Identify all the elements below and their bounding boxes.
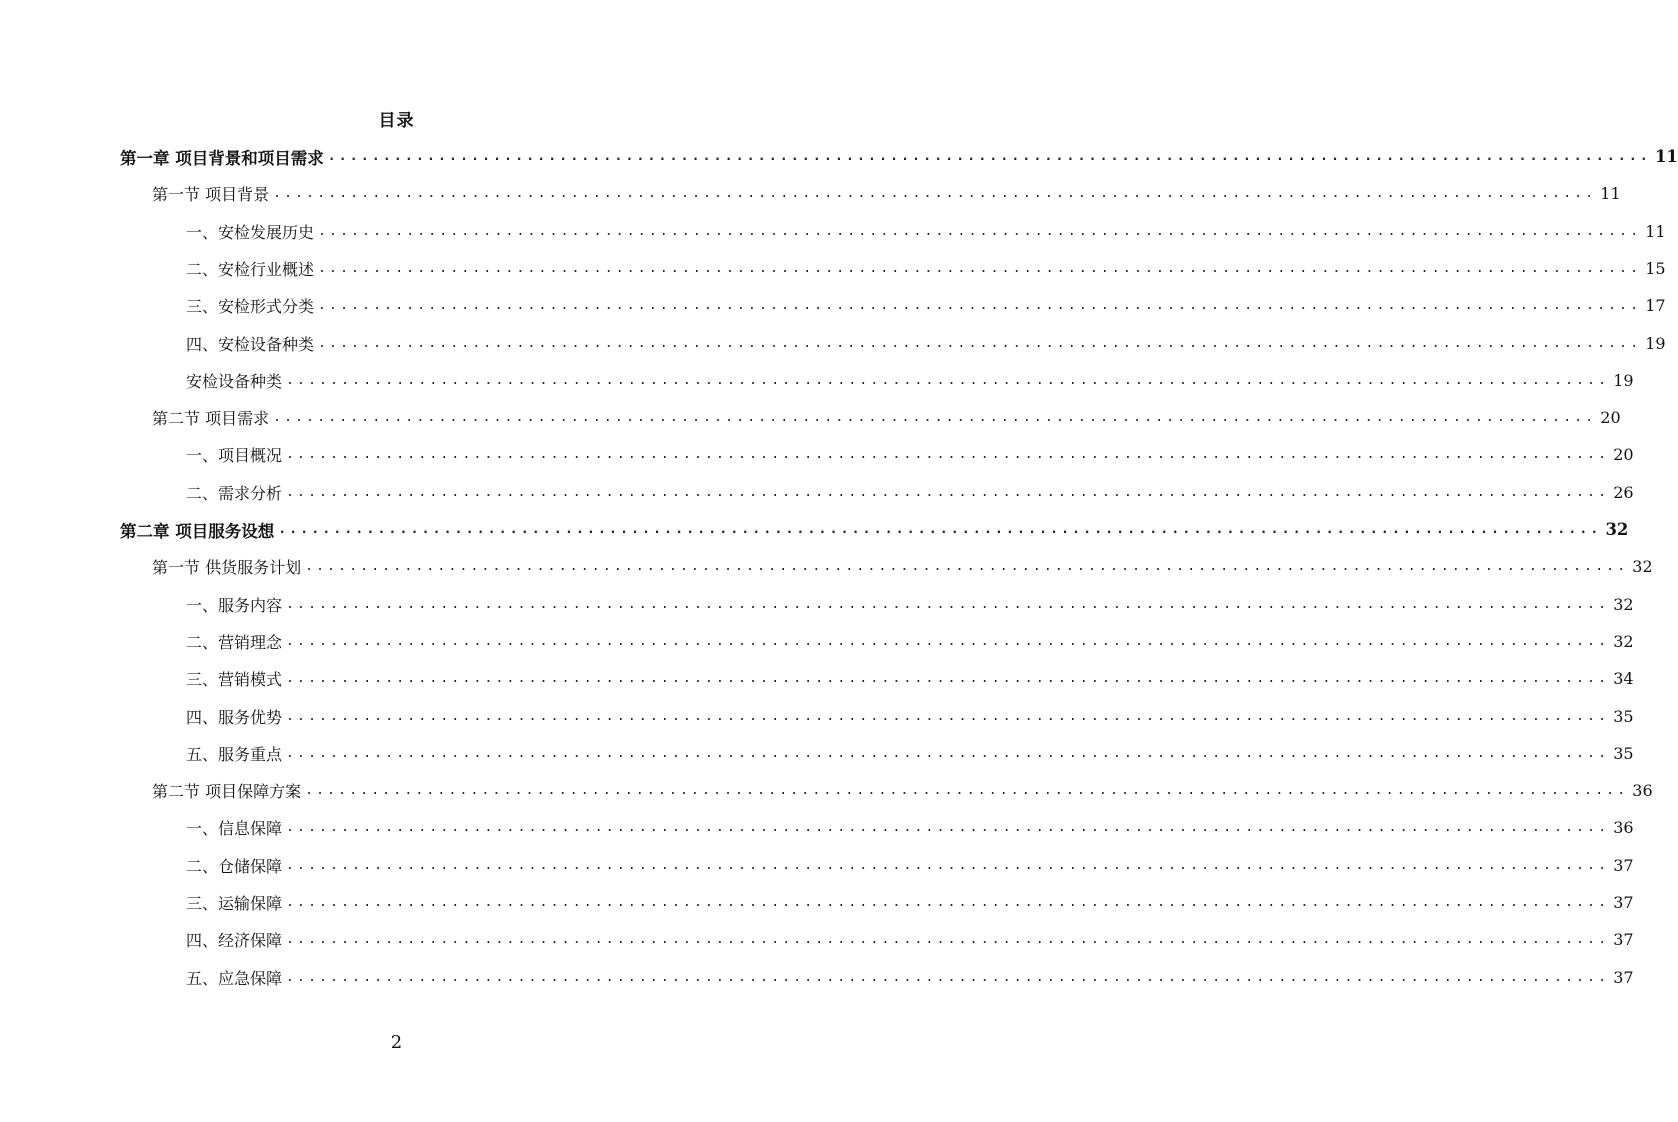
toc-leader-dots: ........................................................................................................................	[318, 336, 1642, 351]
toc-entry[interactable]	[186, 325, 1666, 362]
toc-entry-page: 32	[1613, 632, 1634, 651]
toc-entry[interactable]	[186, 250, 1666, 287]
toc-entry-label: 二、仓储保障	[186, 857, 283, 876]
toc-entry-label: 四、服务优势	[186, 708, 283, 727]
toc-entry[interactable]	[186, 623, 1634, 660]
toc-entry-label: 四、经济保障	[186, 931, 283, 950]
toc-entry-page: 32	[1632, 557, 1653, 576]
toc-leader-dots: ........................................................................................................................	[273, 186, 1597, 201]
toc-leader-dots: ........................................................................................................................	[318, 224, 1642, 239]
toc-leader-dots: ........................................................................................................................	[286, 932, 1610, 947]
toc-entry[interactable]	[186, 660, 1634, 697]
toc-entry[interactable]	[152, 548, 1653, 585]
toc-entry[interactable]	[186, 362, 1634, 399]
toc-entry-page: 35	[1613, 744, 1634, 763]
toc-entry[interactable]	[186, 921, 1634, 958]
toc-entry[interactable]	[186, 287, 1666, 324]
toc-entry[interactable]	[186, 959, 1634, 996]
toc-entry-label: 二、安检行业概述	[186, 260, 315, 279]
toc-entry-page: 19	[1613, 371, 1634, 390]
toc-entry[interactable]	[186, 436, 1634, 473]
toc-leader-dots: ........................................................................................................................	[318, 298, 1642, 313]
toc-title: 目录	[378, 111, 415, 131]
toc-entry-label: 一、信息保障	[186, 819, 283, 838]
toc-entry-label: 五、应急保障	[186, 969, 283, 988]
toc-leader-dots: ........................................................................................................................	[278, 522, 1602, 537]
toc-entry-label: 安检设备种类	[186, 372, 283, 391]
toc-entry-label: 一、安检发展历史	[186, 223, 315, 242]
toc-entry[interactable]	[186, 213, 1666, 250]
toc-entry-page: 35	[1613, 707, 1634, 726]
toc-leader-dots: ........................................................................................................................	[286, 485, 1610, 500]
toc-entry-label: 第一节 供货服务计划	[152, 558, 302, 577]
toc-entry[interactable]	[186, 698, 1634, 735]
page-number: 2	[390, 1032, 403, 1053]
toc-entry-label: 五、服务重点	[186, 745, 283, 764]
toc-leader-dots: ........................................................................................................................	[286, 373, 1610, 388]
toc-entry-label: 第一节 项目背景	[152, 185, 270, 204]
toc-entry[interactable]	[152, 772, 1653, 809]
toc-entry[interactable]	[186, 586, 1634, 623]
toc-entry-page: 36	[1632, 781, 1653, 800]
toc-leader-dots: ........................................................................................................................	[286, 970, 1610, 985]
toc-leader-dots: ........................................................................................................................	[286, 447, 1610, 462]
toc-entry-page: 37	[1613, 856, 1634, 875]
toc-leader-dots: ........................................................................................................................	[286, 709, 1610, 724]
toc-entry-page: 37	[1613, 930, 1634, 949]
toc-entry-label: 一、服务内容	[186, 596, 283, 615]
toc-entry-label: 三、营销模式	[186, 670, 283, 689]
toc-entry-page: 19	[1645, 334, 1666, 353]
toc-entry-label: 第二章 项目服务设想	[120, 521, 275, 541]
toc-entry-label: 三、安检形式分类	[186, 297, 315, 316]
toc-entry-label: 第二节 项目需求	[152, 409, 270, 428]
toc-entry-page: 11	[1600, 184, 1621, 203]
toc-entry-label: 四、安检设备种类	[186, 335, 315, 354]
toc-entry[interactable]	[120, 511, 1629, 548]
toc-entry-page: 20	[1600, 408, 1621, 427]
toc-leader-dots: ........................................................................................................................	[286, 634, 1610, 649]
toc-entry[interactable]	[186, 809, 1634, 846]
toc-entry-page: 15	[1645, 259, 1666, 278]
toc-leader-dots: ........................................................................................................................	[318, 261, 1642, 276]
toc-entry-label: 第一章 项目背景和项目需求	[120, 148, 324, 168]
toc-entry-label: 二、需求分析	[186, 484, 283, 503]
toc-leader-dots: ........................................................................................................................	[286, 746, 1610, 761]
toc-entry[interactable]	[120, 138, 1678, 175]
toc-entry-page: 11	[1654, 147, 1678, 166]
toc-entry-page: 26	[1613, 483, 1634, 502]
toc-entry-page: 36	[1613, 818, 1634, 837]
toc-leader-dots: ........................................................................................................................	[305, 559, 1629, 574]
toc-leader-dots: ........................................................................................................................	[286, 671, 1610, 686]
toc-entry[interactable]	[186, 735, 1634, 772]
toc-entry-label: 二、营销理念	[186, 633, 283, 652]
toc-entry-page: 34	[1613, 669, 1634, 688]
toc-leader-dots: ........................................................................................................................	[286, 858, 1610, 873]
toc-entry-label: 第二节 项目保障方案	[152, 782, 302, 801]
toc-entry-page: 37	[1613, 893, 1634, 912]
toc-entry[interactable]	[152, 175, 1621, 212]
toc-leader-dots: ........................................................................................................................	[305, 783, 1629, 798]
toc-entry-label: 一、项目概况	[186, 446, 283, 465]
toc-entry-page: 11	[1645, 222, 1666, 241]
toc-leader-dots: ........................................................................................................................	[286, 820, 1610, 835]
toc-entry-page: 37	[1613, 968, 1634, 987]
toc-entry[interactable]	[186, 474, 1634, 511]
toc-entry-page: 32	[1613, 595, 1634, 614]
toc-entry-page: 32	[1605, 520, 1629, 539]
toc-leader-dots: ........................................................................................................................	[286, 597, 1610, 612]
toc-leader-dots: ........................................................................................................................	[327, 149, 1651, 164]
toc-entry-page: 17	[1645, 296, 1666, 315]
toc-leader-dots: ........................................................................................................................	[273, 410, 1597, 425]
toc-entry-label: 三、运输保障	[186, 894, 283, 913]
toc-entry-page: 20	[1613, 445, 1634, 464]
toc-entry[interactable]	[186, 847, 1634, 884]
toc-entry[interactable]	[186, 884, 1634, 921]
toc-entry[interactable]	[152, 399, 1621, 436]
toc-leader-dots: ........................................................................................................................	[286, 895, 1610, 910]
